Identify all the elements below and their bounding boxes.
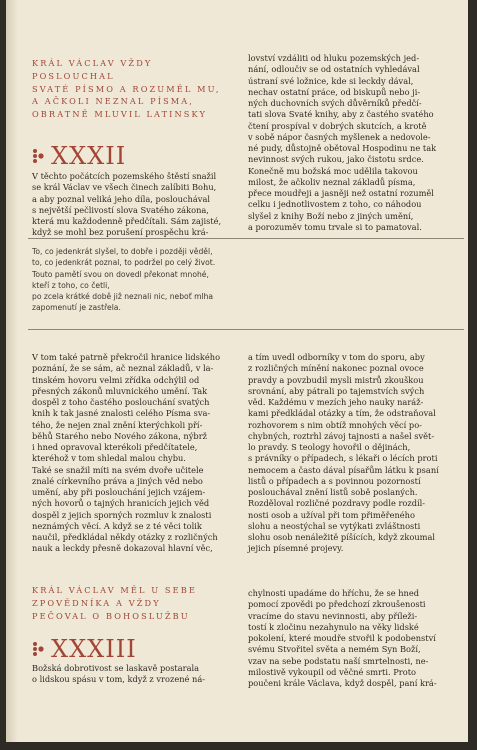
body-text-right: lovství vzdáliti od hluku pozemských jed- nání, odloučiv se od ostatních vyhledával ústraní své ložnice, kde si leckdy dával, nechav ostatní práce, od biskupů nebo ji- ných duchovních svých důvěrníků předčí- tati slova Svaté knihy, aby z častého svatého čtení prospíval v dobrých skutcích, a krotě v sobě nápor časných myšlenek a nedovole- né pudy, důstojně obětoval Hospodinu ne tak nevinnost svých rukou, jako čistotu srdce. Konečně mu božská moc udělila takovou milost, že ačkoliv neznal základů písma, přece moudřeji a jasněji než ostatní rozuměl celku i jednotlivostem z toho, co náhodou slyšel z knihy Boží nebo z jiných umění, a porozuměv tomu trvale si to pamatoval. (248, 53, 437, 232)
body-text-left: V tom také patrně překročil hranice lidského poznání, že se sám, ač neznal základů, v la- tinském hovoru velmi zřídka odchýlil od přesných zákonů mluvnického umění. Tak dospěl z toho častého poslouchání svatých knih k tak jasné znalosti celého Písma sva- tého, že nejen znal znění kterýchkoli pří- běhů Starého nebo Nového zákona, nýbrž i hned opravoval kterékoli předčítatele, kteréhož v tom shledal malou chybu. Také se snažil míti na svém dvoře učitele znalé církevního práva a jiných věd nebo umění, aby při poslouchání jejich vzájem- ných hovorů o tajných hranicích jejich věd dospěl z jejich sporných rozmluv k znalosti neznámých věcí. A když se z té věci tolik naučil, předkládal někdy otázky z rozličných nauk a leckdy přesně dokazoval hlavní věc, (32, 352, 221, 554)
chapter-heading (31, 636, 137, 662)
book-page (6, 0, 468, 742)
chapter-subtitle: KRÁL VÁCLAV VŽDY POSLOUCHAL SVATÉ PÍSMO A ROZUMĚL MU, A AČKOLI NEZNAL PÍSMA, OBRATNĚ MLUVIL LATINSKY (32, 58, 221, 120)
body-text-left: Božská dobrotivost se laskavě postarala o lidskou spásu v tom, když z vrozené ná- (32, 663, 206, 685)
ornament-icon (31, 148, 45, 164)
chapter-subtitle: KRÁL VÁCLAV MĚL U SEBE ZPOVĚDNÍKA A VŽDY PEČOVAL O BOHOSLUŽBU (32, 585, 197, 621)
body-text-left: V těchto počátcích pozemského štěstí snažil se král Václav ve všech činech zalíbiti Bohu, a aby poznal veliká jeho díla, poslouchával s největší pečlivostí slova Svatého zákona, která mu každodenně předčítali. Sám zajisté, když se mohl bez porušení prospěchu krá- (32, 171, 222, 238)
chapter-heading (31, 143, 126, 169)
quote-rule-bottom (28, 329, 464, 330)
ornament-icon (31, 641, 45, 657)
verse-quote: To, co jedenkrát slyšel, to dobře i později věděl, to, co jedenkrát poznal, to podržel po celý život. Touto pamětí svou on dovedl překonat mnohé, kteří z toho, co četli, po zcela krátké době již neznali nic, neboť mlha zapomenutí je zastřela. (32, 247, 216, 313)
quote-rule-top (28, 238, 464, 239)
page-gutter-shadow (6, 0, 18, 742)
chapter-number: XXXIII (51, 635, 137, 663)
chapter-number: XXXII (51, 142, 127, 170)
body-text-right: chylnosti upadáme do hříchu, že se hned pomocí zpovědi po předchozí zkroušenosti vracíme do stavu nevinnosti, aby příleži- tostí k zločinu nezahynulo na věky lidské pokolení, které moudře stvořil k podobenství svému Stvořitel světa a nemém Syn Boží, vzav na sebe podstatu naší smrtelnosti, ne- milostivě vykoupil od věčné smrti. Proto poučeni krále Václava, když dospěl, paní krá- (248, 588, 437, 688)
body-text-right: a tím uvedl odborníky v tom do sporu, aby z rozličných mínění nakonec poznal ovoce pravdy a povzbudil mysli mistrů zkouškou srovnání, aby pátrali po tajemstvích svých věd. Každému v mezích jeho nauky naráž- kami předkládal otázky a tím, že odstraňoval rozhovorem s nim obtíž mnohých věcí po- chybných, roztrhl závoj tajnosti a našel svět- lo pravdy. S teology hovořil o dějinách, s právníky o případech, s lékaři o lécích proti nemocem a často dával písařům látku k psaní listů o případech a s povinnou pozorností poslouchával znění listů sobě poslaných. Rozděloval rozličné pozdravy podle rozdíl- nosti osob a užíval při tom přiměřeného slohu a neostýchal se vytýkati zvláštnosti slohu osob nenáležitě píšících, když zkoumal jejich písemné projevy. (248, 352, 439, 554)
